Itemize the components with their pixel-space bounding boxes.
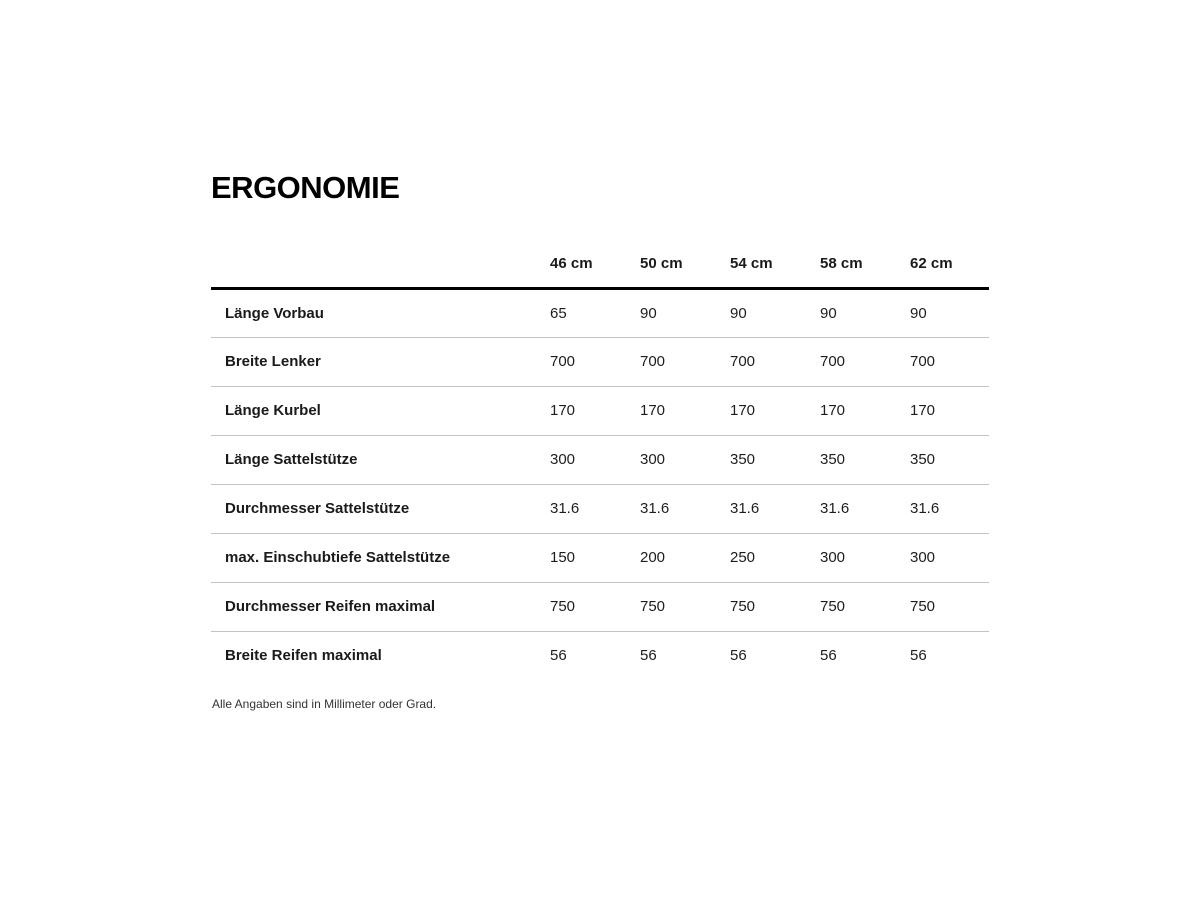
cell: 700	[910, 353, 936, 370]
cell: 31.6	[550, 500, 580, 517]
column-header-46cm: 46 cm	[550, 254, 593, 272]
cell: 31.6	[910, 500, 940, 517]
cell: 700	[730, 353, 756, 370]
cell: 170	[730, 402, 756, 419]
ergonomics-table	[211, 240, 989, 680]
column-header-54cm: 54 cm	[730, 254, 773, 272]
table-row-durchmesser-reifen	[211, 582, 989, 631]
cell: 90	[820, 304, 837, 322]
table-row-laenge-sattelstuetze	[211, 435, 989, 484]
table-header-row	[211, 240, 989, 288]
table-row-laenge-kurbel	[211, 386, 989, 435]
cell: 250	[730, 549, 756, 566]
table-row-breite-reifen	[211, 631, 989, 680]
row-label: max. Einschubtiefe Sattelstütze	[225, 549, 451, 566]
cell: 170	[640, 402, 666, 419]
cell: 300	[820, 549, 846, 566]
row-label: Länge Vorbau	[225, 304, 324, 322]
cell: 700	[640, 353, 666, 370]
cell: 170	[910, 402, 936, 419]
cell: 31.6	[640, 500, 670, 517]
cell: 90	[730, 304, 747, 322]
cell: 350	[730, 451, 756, 468]
column-header-62cm: 62 cm	[910, 254, 953, 272]
cell: 750	[550, 598, 576, 615]
cell: 750	[820, 598, 846, 615]
cell: 150	[550, 549, 576, 566]
cell: 170	[820, 402, 846, 419]
cell: 300	[640, 451, 666, 468]
cell: 31.6	[730, 500, 760, 517]
row-label: Länge Kurbel	[225, 402, 321, 419]
cell: 200	[640, 549, 666, 566]
row-label: Durchmesser Reifen maximal	[225, 598, 436, 615]
cell: 350	[910, 451, 936, 468]
table-row-laenge-vorbau	[211, 288, 989, 337]
cell: 300	[550, 451, 576, 468]
cell: 65	[550, 304, 567, 322]
cell: 300	[910, 549, 936, 566]
table-row-einschubtiefe-sattelstuetze	[211, 533, 989, 582]
section-title: ERGONOMIE	[211, 170, 400, 205]
column-header-50cm: 50 cm	[640, 254, 683, 272]
cell: 350	[820, 451, 846, 468]
row-label: Breite Lenker	[225, 353, 321, 370]
cell: 750	[730, 598, 756, 615]
cell: 56	[910, 647, 927, 665]
row-label: Breite Reifen maximal	[225, 647, 382, 665]
cell: 90	[910, 304, 927, 322]
cell: 750	[910, 598, 936, 615]
header-spacer-cell	[211, 240, 550, 288]
cell: 56	[820, 647, 837, 665]
column-header-58cm: 58 cm	[820, 254, 863, 272]
cell: 90	[640, 304, 657, 322]
cell: 56	[730, 647, 747, 665]
cell: 31.6	[820, 500, 850, 517]
table-row-breite-lenker	[211, 337, 989, 386]
table-row-durchmesser-sattelstuetze	[211, 484, 989, 533]
row-label: Durchmesser Sattelstütze	[225, 500, 410, 517]
cell: 700	[820, 353, 846, 370]
cell: 56	[640, 647, 657, 665]
row-label: Länge Sattelstütze	[225, 451, 358, 468]
cell: 170	[550, 402, 576, 419]
cell: 700	[550, 353, 576, 370]
ergonomics-section	[211, 170, 989, 711]
cell: 750	[640, 598, 666, 615]
units-footnote: Alle Angaben sind in Millimeter oder Grad.	[212, 697, 437, 711]
cell: 56	[550, 647, 567, 665]
